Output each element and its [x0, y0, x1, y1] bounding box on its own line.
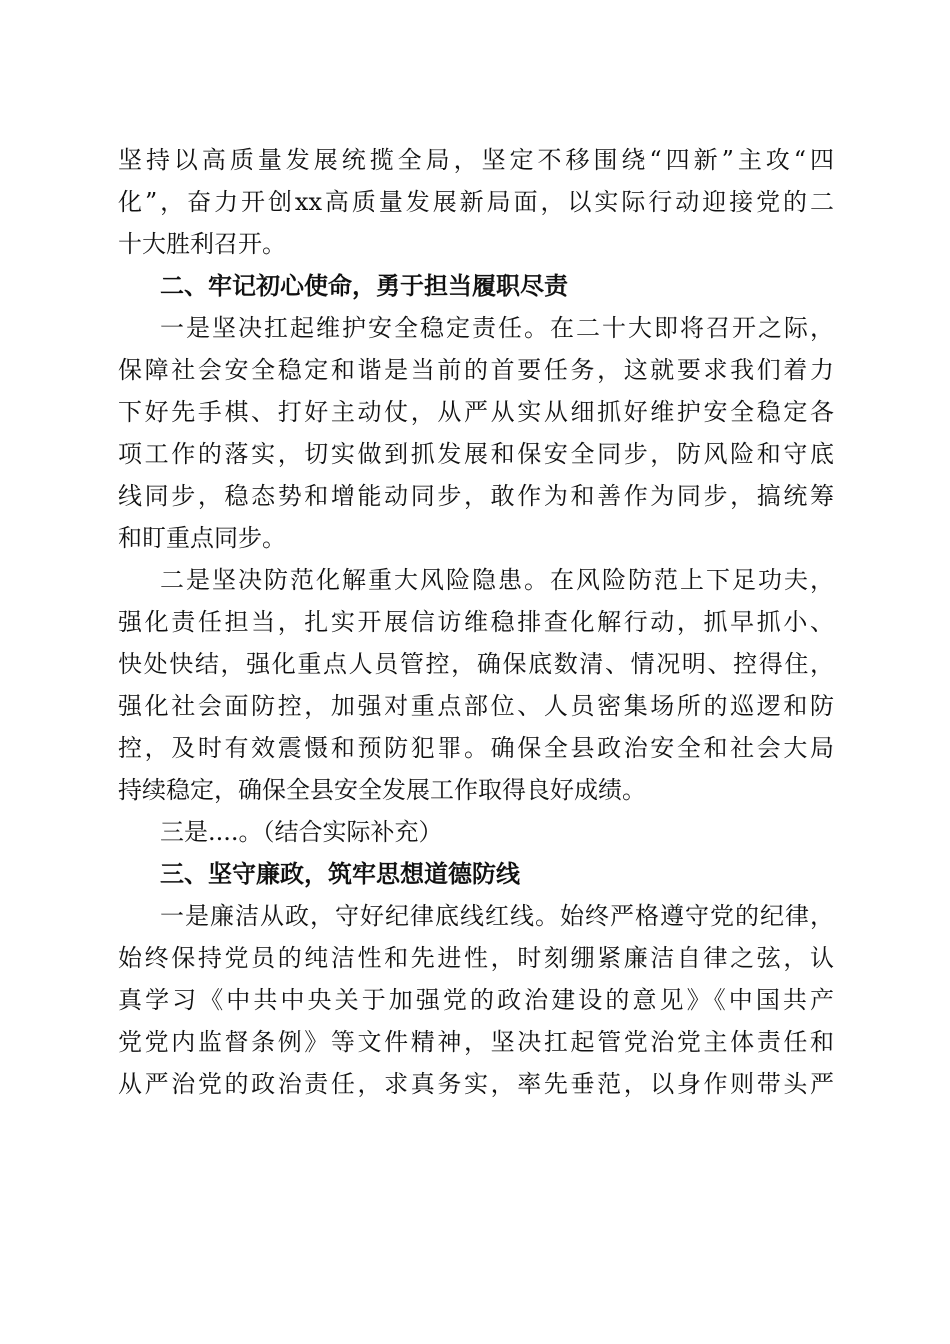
body-line: 二是坚决防范化解重大风险隐患。在风险防范上下足功夫， — [160, 566, 834, 594]
body-line: 党党内监督条例》等文件精神，坚决扛起管党治党主体责任和 — [118, 1028, 834, 1056]
body-line: 持续稳定，确保全县安全发展工作取得良好成绩。 — [118, 776, 646, 804]
body-line: 下好先手棋、打好主动仗，从严从实从细抓好维护安全稳定各 — [118, 398, 834, 426]
body-line: 一是坚决扛起维护安全稳定责任。在二十大即将召开之际， — [160, 314, 834, 342]
body-line: 快处快结，强化重点人员管控，确保底数清、情况明、控得住， — [118, 650, 834, 678]
body-line: 十大胜利召开。 — [118, 230, 286, 258]
body-line: 和盯重点同步。 — [118, 524, 286, 552]
body-line: 控，及时有效震慑和预防犯罪。确保全县政治安全和社会大局 — [118, 734, 834, 762]
body-line: 一是廉洁从政，守好纪律底线红线。始终严格遵守党的纪律， — [160, 902, 834, 930]
body-line: 始终保持党员的纯洁性和先进性，时刻绷紧廉洁自律之弦，认 — [118, 944, 834, 972]
body-line: 项工作的落实，切实做到抓发展和保安全同步，防风险和守底 — [118, 440, 834, 468]
section-heading-2: 二、牢记初心使命，勇于担当履职尽责 — [160, 272, 568, 300]
body-line: 线同步，稳态势和增能动同步，敢作为和善作为同步，搞统筹 — [118, 482, 834, 510]
section-heading-3: 三、坚守廉政，筑牢思想道德防线 — [160, 860, 520, 888]
body-line: 强化责任担当，扎实开展信访维稳排查化解行动，抓早抓小、 — [118, 608, 834, 636]
body-line: 坚持以高质量发展统揽全局，坚定不移围绕“四新”主攻“四 — [118, 146, 834, 174]
body-line: 化”，奋力开创xx高质量发展新局面，以实际行动迎接党的二 — [118, 188, 834, 216]
body-line: 三是....。（结合实际补充） — [160, 818, 443, 846]
body-line: 保障社会安全稳定和谐是当前的首要任务，这就要求我们着力 — [118, 356, 834, 384]
body-line: 从严治党的政治责任，求真务实，率先垂范，以身作则带头严 — [118, 1070, 834, 1098]
body-line: 真学习《中共中央关于加强党的政治建设的意见》《中国共产 — [118, 986, 834, 1014]
body-line: 强化社会面防控，加强对重点部位、人员密集场所的巡逻和防 — [118, 692, 834, 720]
